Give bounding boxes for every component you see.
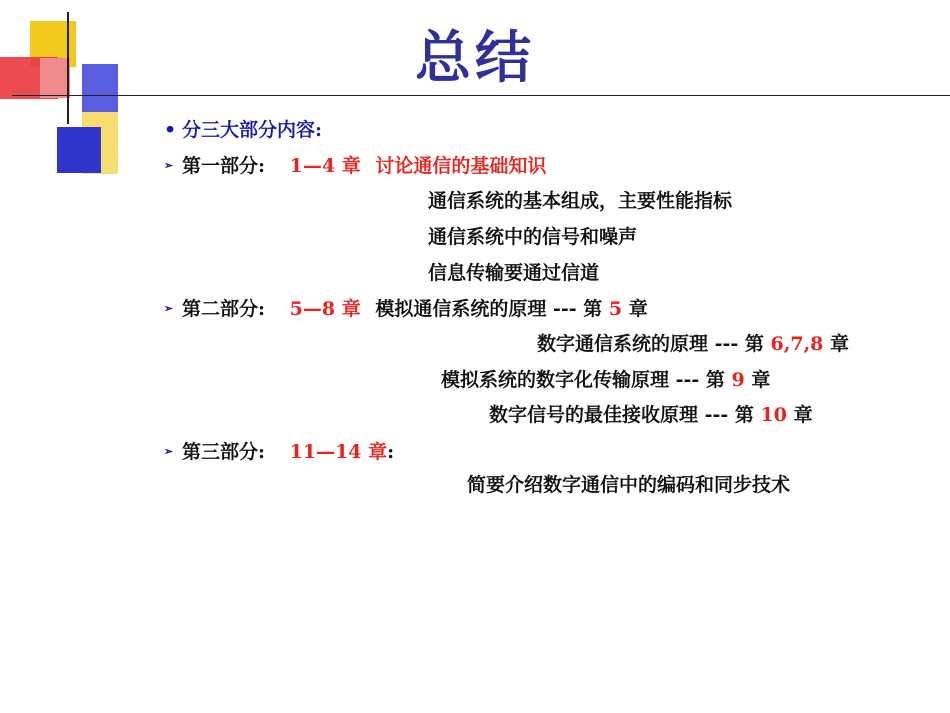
part2-line3-chapter: 9: [731, 369, 745, 391]
part2-line4: [489, 400, 813, 427]
part2-line3-text: 模拟系统的数字化传输原理 --- 第: [441, 369, 725, 391]
part2-range: 5—8 章: [289, 298, 361, 320]
part3-item: 简要介绍数字通信中的编码和同步技术: [467, 474, 791, 496]
intro-line: [164, 115, 322, 142]
part2-line4-text: 数字信号的最佳接收原理 --- 第: [489, 404, 754, 426]
part2-heading: [164, 294, 648, 321]
part3-range: 11—14 章: [289, 441, 388, 463]
part2-line1-text: 模拟通信系统的原理 --- 第: [375, 298, 603, 320]
arrow-bullet-icon: ➢: [164, 301, 174, 315]
part1-range: 1—4 章: [289, 155, 361, 177]
part2-label: 第二部分:: [182, 298, 266, 320]
part2-line3-end: 章: [751, 369, 771, 391]
part1-topic: 讨论通信的基础知识: [375, 155, 547, 177]
intro-text: 分三大部分内容:: [182, 119, 323, 141]
part1-heading: [164, 151, 546, 178]
part1-item: 通信系统中的信号和噪声: [428, 226, 638, 248]
deco-blue-square: [57, 127, 101, 173]
arrow-bullet-icon: ➢: [164, 158, 174, 172]
deco-horizontal-line: [12, 95, 950, 96]
part1-label: 第一部分:: [182, 155, 266, 177]
part2-line2-chapter: 6,7,8: [770, 333, 824, 355]
part2-line2-end: 章: [830, 333, 850, 355]
part2-line4-end: 章: [793, 404, 813, 426]
part3-label: 第三部分:: [182, 441, 266, 463]
part2-line3: [441, 365, 770, 392]
part2-line2-text: 数字通信系统的原理 --- 第: [537, 333, 764, 355]
bullet-icon: •: [164, 119, 177, 141]
part2-line4-chapter: 10: [760, 404, 787, 426]
part2-line1-end: 章: [628, 298, 648, 320]
arrow-bullet-icon: ➢: [164, 444, 174, 458]
part1-item: 通信系统的基本组成，主要性能指标: [428, 190, 733, 212]
page-title: 总结: [415, 26, 535, 91]
part3-colon: :: [387, 441, 395, 463]
part3-heading: [164, 437, 394, 464]
part2-line1-chapter: 5: [608, 298, 623, 320]
part2-line2: [537, 329, 849, 356]
part1-item: 信息传输要通过信道: [428, 262, 600, 284]
